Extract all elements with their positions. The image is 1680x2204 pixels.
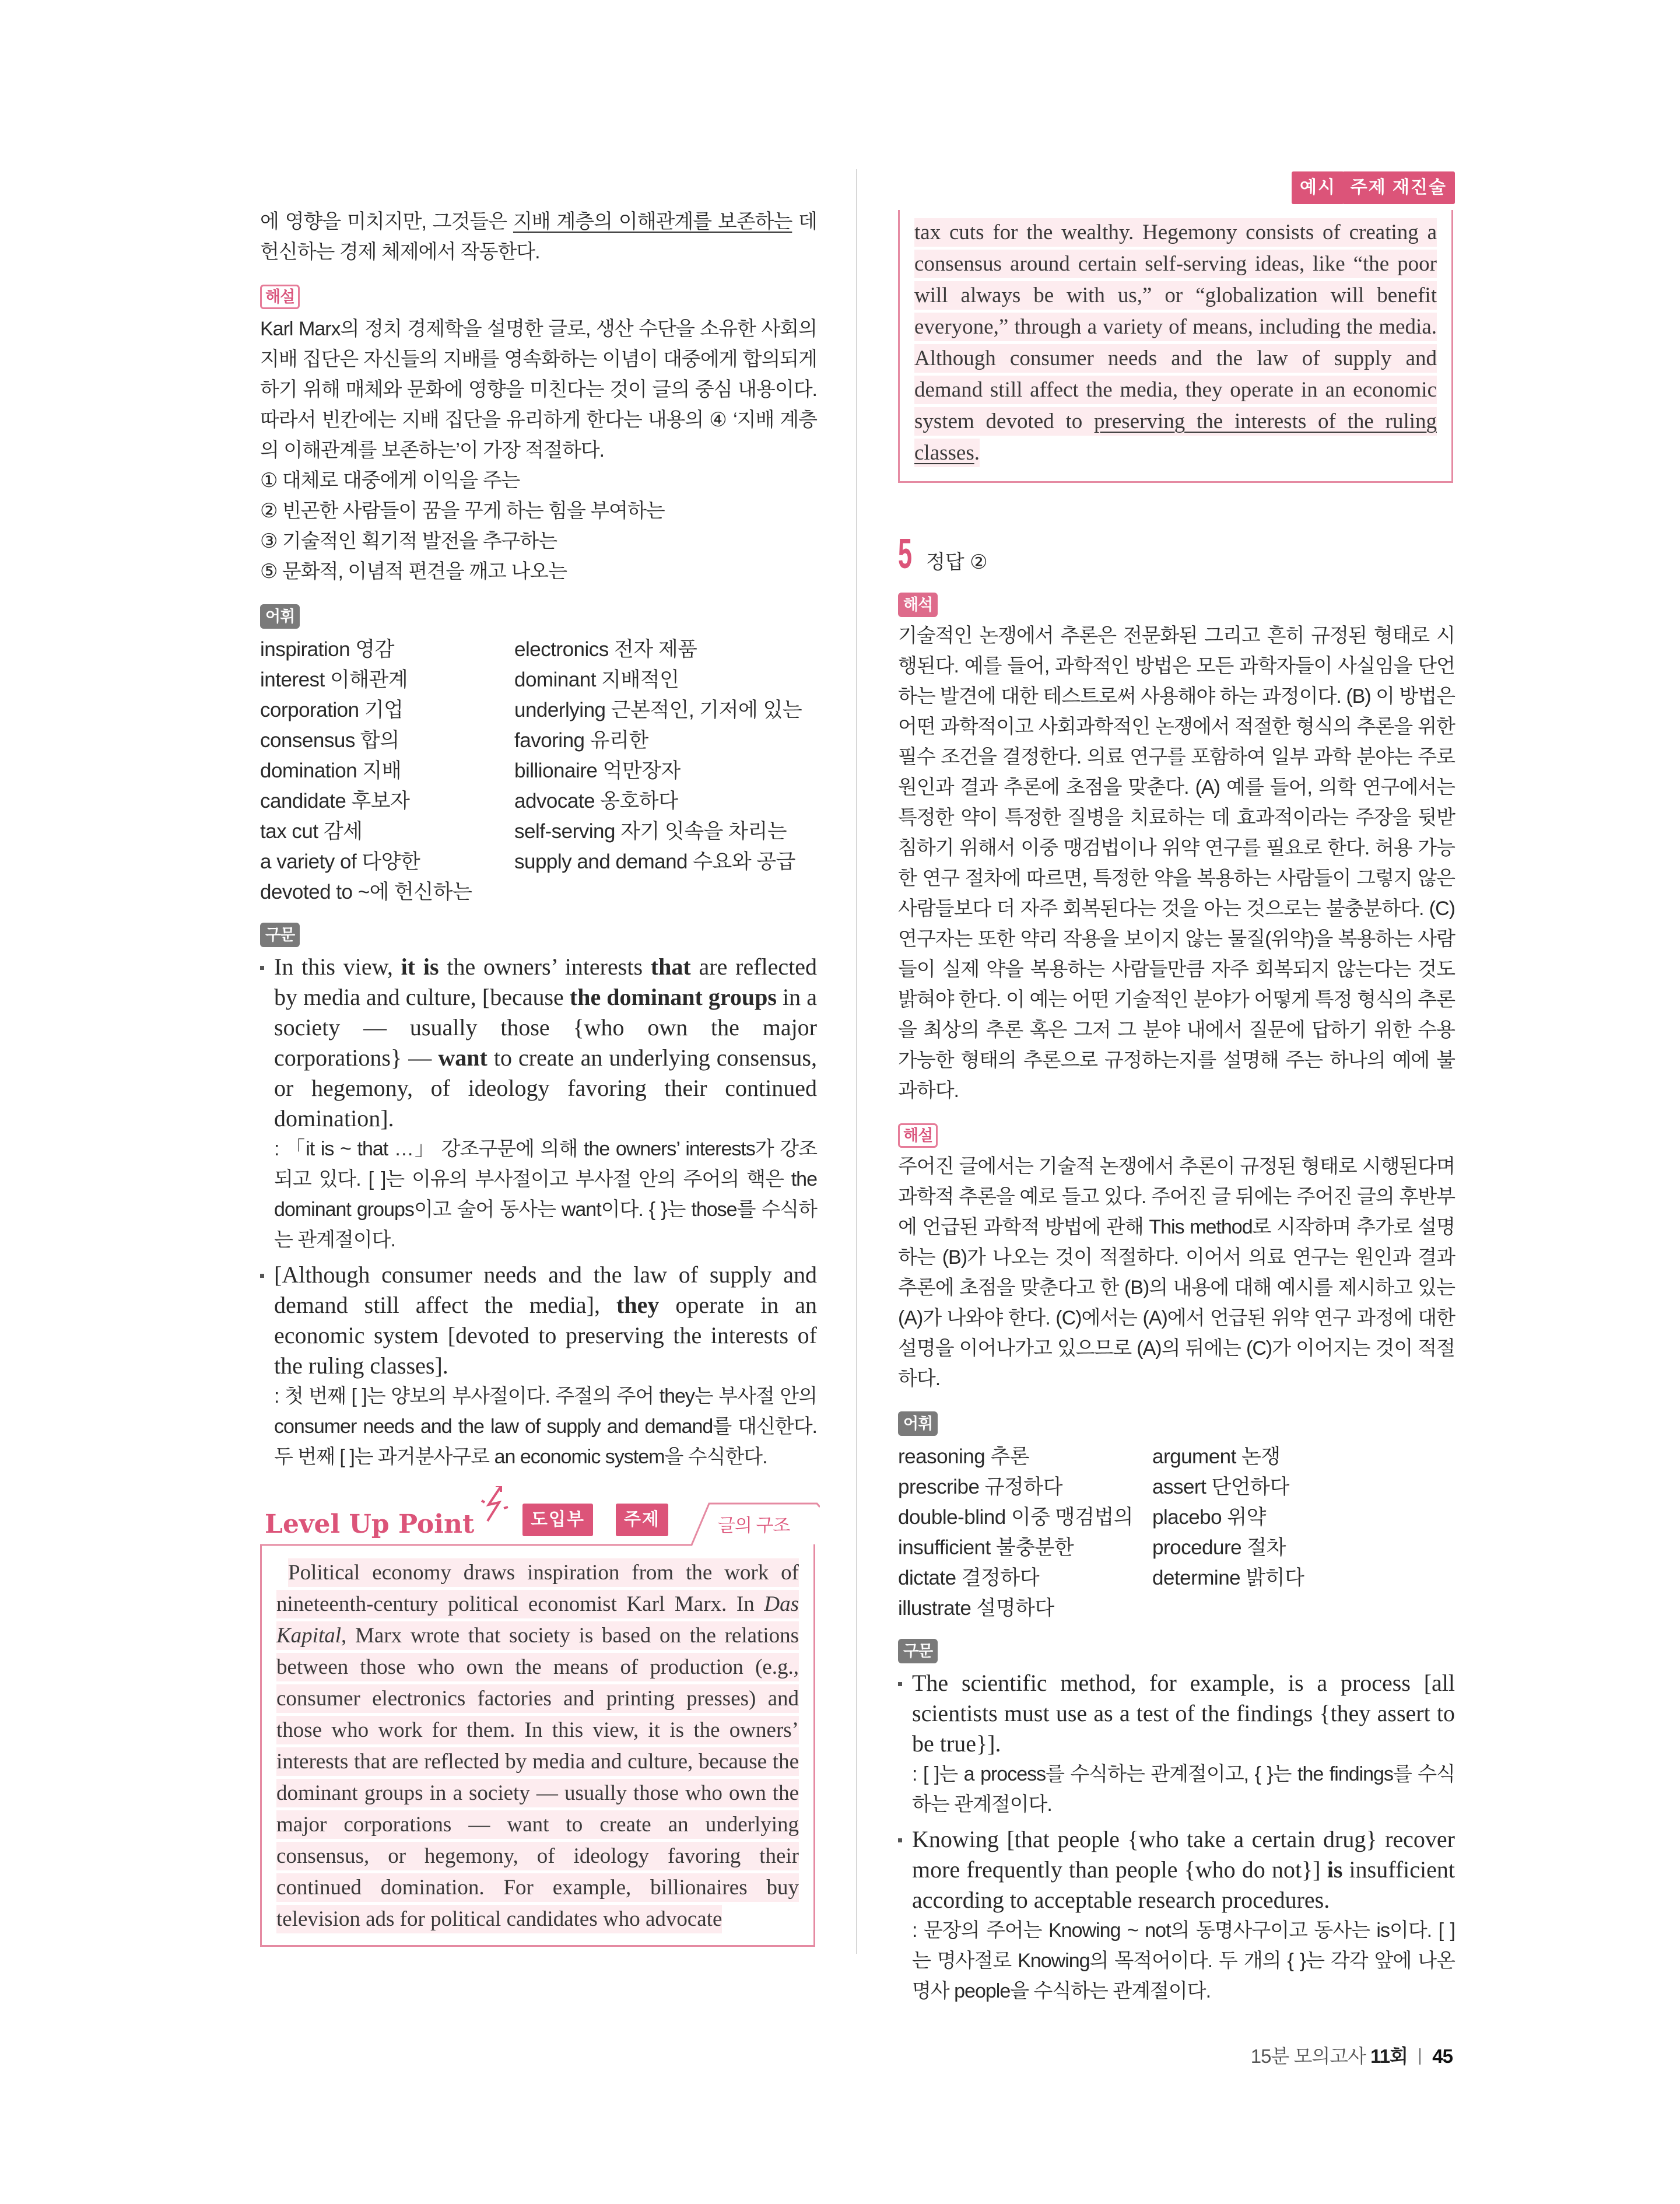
vocab-item: billionaire 억만장자: [514, 759, 681, 782]
vocab-item: supply and demand 수요와 공급: [514, 850, 795, 873]
right-column: [898, 169, 1455, 2011]
option-item: ② 빈곤한 사람들이 꿈을 꾸게 하는 힘을 부여하는: [260, 500, 665, 522]
option-list: [260, 465, 817, 587]
passage-continuation-box: [898, 210, 1453, 483]
level-up-box: [260, 1544, 815, 1947]
vocab-item: advocate 옹호하다: [514, 790, 678, 812]
passage-continuation: [914, 217, 1437, 469]
text-run: Political economy draws inspiration from the work of nineteenth-century political economist Karl Marx. In: [276, 1558, 799, 1618]
option-item: ⑤ 문화적, 이념적 편견을 깨고 나오는: [260, 560, 567, 583]
vocab-item: devoted to ~에 헌신하는: [260, 881, 472, 903]
vocab-item: self-serving 자기 잇속을 차리는: [514, 820, 787, 843]
vocab-item: electronics 전자 제품: [514, 638, 697, 661]
text-run: it is: [401, 954, 439, 980]
vocab-item: assert 단언하다: [1152, 1476, 1289, 1498]
syntax-section: [260, 923, 817, 1472]
vocab-list: [898, 1442, 1455, 1624]
text-run: in a society — usually those {who own the major corporations} —: [274, 984, 817, 1071]
tag-introduction: 도입부: [522, 1504, 593, 1536]
level-up-passage: [276, 1557, 799, 1935]
text-run: want: [438, 1045, 487, 1071]
text-run: .: [974, 439, 980, 467]
column-divider: [856, 169, 857, 1954]
vocab-section: [260, 604, 817, 907]
footer-series: 15분 모의고사: [1250, 2045, 1366, 2067]
explanation-text: 주어진 글에서는 기술적 논쟁에서 추론이 규정된 형태로 시행된다며 과학적 추론을 예로 들고 있다. 주어진 글 뒤에는 주어진 글의 후반부에 언급된 과학적 방법에 관해 This method로 시작하며 추가로 설명하는 (B)가 나오는 것이 적절하다. 이어서 의료 연구는 원인과 결과 추론에 초점을 맞춘다고 한 (B)의 내용에 대해 예시를 제시하고 있는 (A)가 나와야 한다. (C)에서는 (A)에서 언급된 위약 연구 과정에 대한 설명을 이어나가고 있으므로 (A)의 뒤에는 (C)가 이어지는 것이 적절하다.: [898, 1155, 1455, 1390]
vocab-label: 어휘: [260, 604, 300, 629]
syntax-note: : [ ]는 a process를 수식하는 관계절이고, { }는 the findings를 수식하는 관계절이다.: [912, 1763, 1455, 1816]
level-up-header: [260, 1486, 817, 1544]
vocab-item: consensus 합의: [260, 729, 399, 752]
text-run: the owners’ interests: [439, 954, 651, 980]
question-number: 5: [898, 531, 913, 577]
vocab-item: double-blind 이중 맹검법의: [898, 1506, 1134, 1529]
page-footer: [1251, 2041, 1453, 2069]
vocab-item: dictate 결정하다: [898, 1567, 1040, 1589]
syntax-note: : 문장의 주어는 Knowing ~ not의 동명사구이고 동사는 is이다. [ ]는 명사절로 Knowing의 목적어이다. 두 개의 { }는 각각 앞에 나온 명사 people을 수식하는 관계절이다.: [912, 1919, 1455, 2002]
syntax-sentence: [898, 1824, 1455, 1915]
syntax-note: : 첫 번째 [ ]는 양보의 부사절이다. 주절의 주어 they는 부사절 안의 consumer needs and the law of supply and demand를 대신한다. 두 번째 [ ]는 과거분사구로 an economic system을 수식한다.: [274, 1385, 817, 1468]
text-run: 데 헌신하는 경제 체제에서 작동한다.: [260, 211, 818, 263]
vocab-item: domination 지배: [260, 759, 402, 782]
text-run: they: [616, 1292, 660, 1318]
translation-section: [898, 593, 1455, 1106]
lightning-arrow-icon: [482, 1486, 508, 1521]
option-item: ① 대체로 대중에게 이익을 주는: [260, 469, 520, 492]
text-run: Das Kapital: [276, 1590, 799, 1650]
explanation-section: [260, 285, 817, 587]
text-run: The scientific method, for example, is a process [all scientists must use as a test of the findings {they assert to be true}].: [912, 1670, 1455, 1757]
vocab-label: 어휘: [898, 1411, 938, 1436]
syntax-note: : 「it is ~ that …」 강조구문에 의해 the owners’ interests가 강조되고 있다. [ ]는 이유의 부사절이고 부사절 안의 주어의 핵은 the dominant groups이고 술어 동사는 want이다. { }는 those를 수식하는 관계절이다.: [274, 1138, 817, 1251]
vocab-item: candidate 후보자: [260, 790, 410, 812]
syntax-sentence: [260, 952, 817, 1134]
vocab-item: insufficient 불충분한: [898, 1536, 1074, 1559]
text-run: 지배 계층의 이해관계를 보존하는: [513, 211, 792, 233]
explanation-text: Karl Marx의 정치 경제학을 설명한 글로, 생산 수단을 소유한 사회의 지배 집단은 자신들의 지배를 영속화하는 이념이 대중에게 합의되게 하기 위해 매체와 문화에 영향을 미친다는 것이 글의 중심 내용이다. 따라서 빈칸에는 지배 집단을 유리하게 한다는 내용의 ④ ‘지배 계층의 이해관계를 보존하는’이 가장 적절하다.: [260, 318, 817, 461]
explanation-label: 해설: [898, 1123, 938, 1148]
text-run: In this view,: [274, 954, 401, 980]
vocab-item: dominant 지배적인: [514, 668, 679, 691]
text-run: tax cuts for the wealthy. Hegemony consists of creating a consensus around certain self-serving ideas, like “the poor will always be with us,” or “globalization will benefit everyone,” through a variety of means, including the media. Although consumer needs and the law of supply and demand still affect the media, they operate in an economic system devoted to: [914, 218, 1437, 436]
vocab-item: illustrate 설명하다: [898, 1597, 1054, 1620]
text-run: Knowing [that people {who take a certain drug} recover more frequently than people {who do not}]: [912, 1826, 1455, 1883]
vocab-list: [260, 635, 817, 907]
vocab-item: procedure 절차: [1152, 1536, 1286, 1559]
vocab-item: placebo 위약: [1152, 1506, 1266, 1529]
footer-round: 11회: [1370, 2045, 1408, 2067]
text-run: is: [1327, 1856, 1343, 1883]
vocab-item: prescribe 규정하다: [898, 1476, 1062, 1498]
translation-ending: [260, 206, 817, 267]
vocab-item: [1152, 1593, 1455, 1624]
syntax-label: 구문: [260, 923, 300, 947]
text-run: insufficient according to acceptable research procedures.: [912, 1856, 1455, 1913]
page-number: 45: [1432, 2045, 1453, 2067]
structure-label: 글의 구조: [718, 1515, 790, 1536]
option-item: ③ 기술적인 획기적 발전을 추구하는: [260, 530, 557, 552]
tag-example: 예시: [1292, 171, 1344, 204]
vocab-item: underlying 근본적인, 기저에 있는: [514, 699, 802, 721]
vocab-item: inspiration 영감: [260, 638, 394, 661]
syntax-sentence: [898, 1668, 1455, 1759]
text-run: that: [650, 954, 691, 980]
explanation-label: 해설: [260, 285, 300, 309]
vocab-item: [514, 877, 817, 907]
tag-topic-restatement: 주제 재진술: [1342, 171, 1455, 204]
left-column: [260, 206, 817, 1947]
vocab-item: argument 논쟁: [1152, 1445, 1281, 1468]
syntax-label: 구문: [898, 1639, 938, 1663]
vocab-item: interest 이해관계: [260, 668, 408, 691]
vocab-section-right: [898, 1411, 1455, 1624]
text-run: , Marx wrote that society is based on the relations between those who own the means of production (e.g., consumer electronics factories and printing presses) and those who work for them. In this view, it is the owners’ interests that are reflected by media and culture, because the dominant groups in a society — usually those who own the major corporations — want to create an underlying consensus, or hegemony, of ideology favoring their continued domination. For example, billionaires buy television ads for political candidates who advocate: [276, 1621, 799, 1933]
footer-separator: [1419, 2048, 1421, 2065]
text-run: 에 영향을 미치지만, 그것들은: [260, 211, 513, 233]
syntax-section-right: [898, 1639, 1455, 2006]
vocab-item: determine 밝히다: [1152, 1567, 1304, 1589]
translation-label: 해석: [898, 593, 938, 617]
box-tag-row: [898, 169, 1455, 210]
syntax-list: [898, 1668, 1455, 2006]
vocab-item: corporation 기업: [260, 699, 404, 721]
vocab-item: reasoning 추론: [898, 1445, 1030, 1468]
vocab-item: favoring 유리한: [514, 729, 648, 752]
tag-topic: 주제: [616, 1504, 668, 1536]
vocab-item: a variety of 다양한: [260, 850, 420, 873]
text-run: are reflected by media and culture, [because: [274, 954, 818, 1010]
syntax-list: [260, 952, 817, 1472]
text-run: operate in an economic system [devoted to preserving the interests of the ruling classes].: [274, 1292, 817, 1379]
level-up-title: Level Up Point: [265, 1509, 475, 1539]
text-run: preserving the interests of the ruling classes: [914, 407, 1437, 467]
explanation-section-right: [898, 1123, 1455, 1394]
level-up-point: [260, 1486, 817, 1947]
answer-header: [898, 533, 1455, 575]
text-run: to create an underlying consensus, or hegemony, of ideology favoring their continued domination].: [274, 1045, 818, 1131]
answer-text: 정답 ②: [926, 551, 988, 573]
translation-text: 기술적인 논쟁에서 추론은 전문화된 그리고 흔히 규정된 형태로 시행된다. 예를 들어, 과학적인 방법은 모든 과학자들이 사실임을 단언하는 발견에 대한 테스트로써 사용해야 하는 과정이다. (B) 이 방법은 어떤 과학적이고 사회과학적인 논쟁에서 적절한 형식의 추론을 위한 필수 조건을 결정한다. 의료 연구를 포함하여 일부 과학 분야는 주로 원인과 결과 추론에 초점을 맞춘다. (A) 예를 들어, 의학 연구에서는 특정한 약이 특정한 질병을 치료하는 데 효과적이라는 주장을 뒷받침하기 위해서 이중 맹검법이나 위약 연구를 필요로 한다. 허용 가능한 연구 절차에 따르면, 특정한 약을 복용하는 사람들이 그렇지 않은 사람들보다 더 자주 회복된다는 것을 아는 것으로는 불충분하다. (C) 연구자는 또한 약리 작용을 보이지 않는 물질(위약)을 복용하는 사람들이 실제 약을 복용하는 사람들만큼 자주 회복되지 않는다는 것도 밝혀야 한다. 이 예는 어떤 기술적인 분야가 어떻게 특정 형식의 추론을 최상의 추론 혹은 그저 그 분야 내에서 질문에 답하기 위한 수용 가능한 형태의 추론으로 규정하는지를 설명해 주는 하나의 예에 불과하다.: [898, 625, 1455, 1102]
text-run: the dominant groups: [569, 984, 777, 1010]
vocab-item: tax cut 감세: [260, 820, 363, 843]
text-run: [Although consumer needs and the law of supply and demand still affect the media],: [274, 1262, 817, 1318]
syntax-sentence: [260, 1260, 817, 1381]
